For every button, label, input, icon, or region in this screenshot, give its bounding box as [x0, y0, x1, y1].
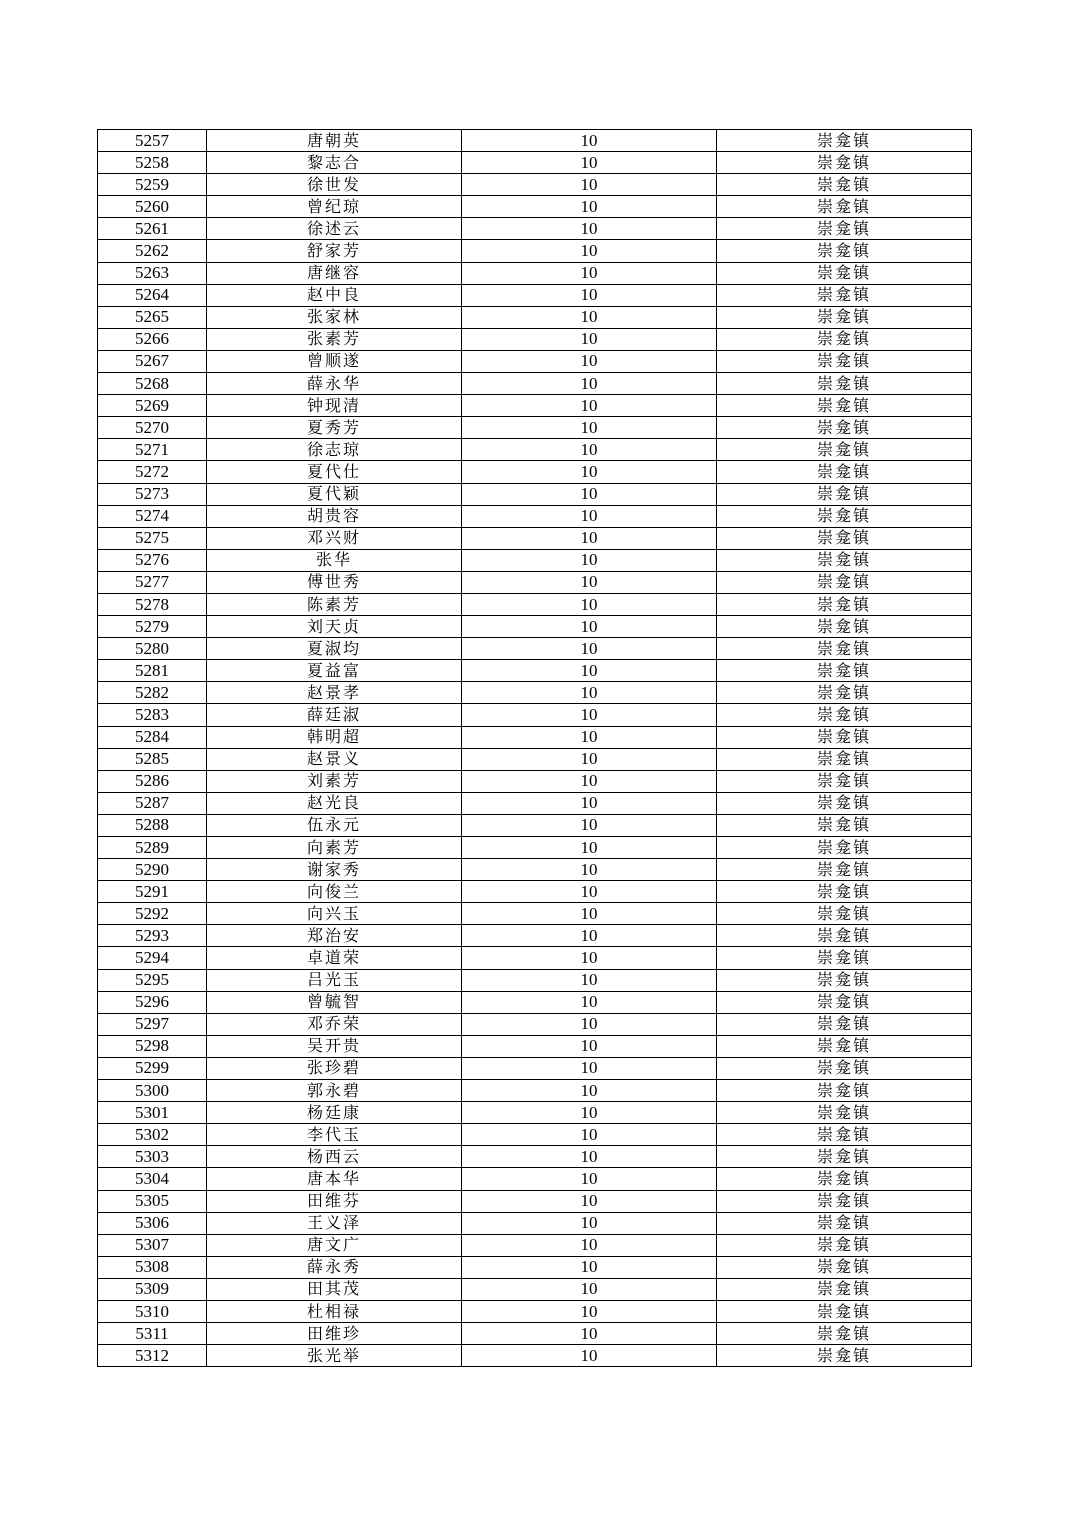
table-row [98, 373, 972, 395]
cell-amount: 10 [462, 130, 717, 152]
table-row [98, 1190, 972, 1212]
cell-number: 5267 [98, 350, 207, 372]
cell-number: 5304 [98, 1168, 207, 1190]
cell-name: 唐朝英 [207, 130, 462, 152]
cell-town: 崇龛镇 [717, 571, 972, 593]
cell-name: 曾纪琼 [207, 196, 462, 218]
table-row [98, 196, 972, 218]
cell-town: 崇龛镇 [717, 859, 972, 881]
cell-town: 崇龛镇 [717, 196, 972, 218]
cell-number: 5307 [98, 1234, 207, 1256]
cell-name: 谢家秀 [207, 859, 462, 881]
cell-town: 崇龛镇 [717, 1013, 972, 1035]
cell-name: 曾顺遂 [207, 350, 462, 372]
cell-name: 韩明超 [207, 726, 462, 748]
cell-number: 5293 [98, 925, 207, 947]
cell-number: 5296 [98, 991, 207, 1013]
cell-number: 5298 [98, 1035, 207, 1057]
cell-amount: 10 [462, 328, 717, 350]
table-row [98, 638, 972, 660]
cell-name: 徐世发 [207, 174, 462, 196]
cell-amount: 10 [462, 417, 717, 439]
cell-amount: 10 [462, 1146, 717, 1168]
cell-town: 崇龛镇 [717, 395, 972, 417]
cell-town: 崇龛镇 [717, 373, 972, 395]
cell-town: 崇龛镇 [717, 284, 972, 306]
cell-amount: 10 [462, 240, 717, 262]
table-row [98, 130, 972, 152]
cell-name: 郑治安 [207, 925, 462, 947]
cell-amount: 10 [462, 859, 717, 881]
cell-name: 邓兴财 [207, 527, 462, 549]
cell-amount: 10 [462, 682, 717, 704]
subsidy-table [97, 129, 972, 1367]
cell-number: 5268 [98, 373, 207, 395]
cell-amount: 10 [462, 1124, 717, 1146]
cell-amount: 10 [462, 748, 717, 770]
cell-town: 崇龛镇 [717, 306, 972, 328]
cell-name: 钟现清 [207, 395, 462, 417]
cell-number: 5300 [98, 1080, 207, 1102]
cell-amount: 10 [462, 704, 717, 726]
cell-amount: 10 [462, 770, 717, 792]
cell-town: 崇龛镇 [717, 1124, 972, 1146]
cell-name: 胡贵容 [207, 505, 462, 527]
cell-number: 5292 [98, 903, 207, 925]
cell-number: 5280 [98, 638, 207, 660]
cell-amount: 10 [462, 903, 717, 925]
table-row [98, 1057, 972, 1079]
cell-name: 夏益富 [207, 660, 462, 682]
cell-number: 5262 [98, 240, 207, 262]
cell-number: 5279 [98, 616, 207, 638]
table-row [98, 1124, 972, 1146]
table-row [98, 527, 972, 549]
table-row [98, 284, 972, 306]
cell-amount: 10 [462, 461, 717, 483]
cell-amount: 10 [462, 1256, 717, 1278]
cell-number: 5274 [98, 505, 207, 527]
cell-name: 唐本华 [207, 1168, 462, 1190]
cell-name: 田其茂 [207, 1278, 462, 1300]
cell-town: 崇龛镇 [717, 505, 972, 527]
table-row [98, 704, 972, 726]
cell-name: 赵光良 [207, 792, 462, 814]
cell-town: 崇龛镇 [717, 925, 972, 947]
cell-amount: 10 [462, 593, 717, 615]
cell-number: 5282 [98, 682, 207, 704]
cell-amount: 10 [462, 196, 717, 218]
cell-name: 杜相禄 [207, 1300, 462, 1322]
cell-town: 崇龛镇 [717, 770, 972, 792]
cell-town: 崇龛镇 [717, 1323, 972, 1345]
cell-name: 张家林 [207, 306, 462, 328]
cell-town: 崇龛镇 [717, 174, 972, 196]
cell-number: 5271 [98, 439, 207, 461]
table-row [98, 1234, 972, 1256]
cell-name: 杨西云 [207, 1146, 462, 1168]
cell-number: 5302 [98, 1124, 207, 1146]
cell-amount: 10 [462, 1300, 717, 1322]
table-row [98, 571, 972, 593]
table-row [98, 1212, 972, 1234]
cell-number: 5309 [98, 1278, 207, 1300]
table-row [98, 1168, 972, 1190]
cell-amount: 10 [462, 616, 717, 638]
cell-town: 崇龛镇 [717, 350, 972, 372]
cell-name: 夏淑均 [207, 638, 462, 660]
cell-name: 唐继容 [207, 262, 462, 284]
table-row [98, 306, 972, 328]
table-row [98, 837, 972, 859]
cell-number: 5290 [98, 859, 207, 881]
cell-name: 张素芳 [207, 328, 462, 350]
cell-amount: 10 [462, 1035, 717, 1057]
cell-amount: 10 [462, 947, 717, 969]
cell-number: 5259 [98, 174, 207, 196]
cell-amount: 10 [462, 571, 717, 593]
cell-name: 刘素芳 [207, 770, 462, 792]
table-row [98, 947, 972, 969]
cell-town: 崇龛镇 [717, 837, 972, 859]
table-row [98, 969, 972, 991]
cell-number: 5257 [98, 130, 207, 152]
table-row [98, 417, 972, 439]
cell-number: 5308 [98, 1256, 207, 1278]
cell-number: 5272 [98, 461, 207, 483]
cell-number: 5312 [98, 1345, 207, 1367]
cell-amount: 10 [462, 925, 717, 947]
cell-name: 王义泽 [207, 1212, 462, 1234]
cell-number: 5303 [98, 1146, 207, 1168]
cell-town: 崇龛镇 [717, 682, 972, 704]
cell-amount: 10 [462, 1278, 717, 1300]
cell-amount: 10 [462, 969, 717, 991]
cell-name: 薛永秀 [207, 1256, 462, 1278]
cell-number: 5295 [98, 969, 207, 991]
cell-number: 5263 [98, 262, 207, 284]
table-row [98, 593, 972, 615]
table-row [98, 174, 972, 196]
table-row [98, 1345, 972, 1367]
cell-name: 向俊兰 [207, 881, 462, 903]
cell-amount: 10 [462, 373, 717, 395]
cell-amount: 10 [462, 1168, 717, 1190]
cell-name: 陈素芳 [207, 593, 462, 615]
cell-amount: 10 [462, 262, 717, 284]
cell-town: 崇龛镇 [717, 1168, 972, 1190]
cell-amount: 10 [462, 1212, 717, 1234]
cell-town: 崇龛镇 [717, 726, 972, 748]
cell-number: 5283 [98, 704, 207, 726]
cell-amount: 10 [462, 218, 717, 240]
cell-town: 崇龛镇 [717, 903, 972, 925]
cell-amount: 10 [462, 1190, 717, 1212]
table-row [98, 1323, 972, 1345]
table-row [98, 218, 972, 240]
cell-number: 5291 [98, 881, 207, 903]
cell-number: 5261 [98, 218, 207, 240]
cell-town: 崇龛镇 [717, 814, 972, 836]
cell-town: 崇龛镇 [717, 1234, 972, 1256]
table-row [98, 483, 972, 505]
cell-number: 5288 [98, 814, 207, 836]
cell-name: 舒家芳 [207, 240, 462, 262]
cell-name: 郭永碧 [207, 1080, 462, 1102]
cell-name: 徐志琼 [207, 439, 462, 461]
cell-amount: 10 [462, 837, 717, 859]
cell-town: 崇龛镇 [717, 792, 972, 814]
table-row [98, 461, 972, 483]
cell-name: 田维芬 [207, 1190, 462, 1212]
cell-town: 崇龛镇 [717, 1035, 972, 1057]
cell-town: 崇龛镇 [717, 1256, 972, 1278]
cell-amount: 10 [462, 660, 717, 682]
cell-name: 夏秀芳 [207, 417, 462, 439]
cell-town: 崇龛镇 [717, 881, 972, 903]
table-row [98, 328, 972, 350]
cell-town: 崇龛镇 [717, 483, 972, 505]
cell-town: 崇龛镇 [717, 262, 972, 284]
table-row [98, 1300, 972, 1322]
table-row [98, 439, 972, 461]
table-row [98, 1146, 972, 1168]
table-row [98, 350, 972, 372]
cell-number: 5294 [98, 947, 207, 969]
cell-town: 崇龛镇 [717, 439, 972, 461]
cell-number: 5297 [98, 1013, 207, 1035]
cell-town: 崇龛镇 [717, 704, 972, 726]
table-row [98, 505, 972, 527]
cell-name: 傅世秀 [207, 571, 462, 593]
table-row [98, 1035, 972, 1057]
cell-amount: 10 [462, 284, 717, 306]
cell-amount: 10 [462, 306, 717, 328]
cell-town: 崇龛镇 [717, 328, 972, 350]
table-row [98, 792, 972, 814]
table-row [98, 748, 972, 770]
cell-amount: 10 [462, 549, 717, 571]
cell-town: 崇龛镇 [717, 660, 972, 682]
cell-number: 5289 [98, 837, 207, 859]
cell-amount: 10 [462, 483, 717, 505]
table-row [98, 1256, 972, 1278]
cell-name: 田维珍 [207, 1323, 462, 1345]
cell-town: 崇龛镇 [717, 1212, 972, 1234]
cell-number: 5275 [98, 527, 207, 549]
cell-name: 唐文广 [207, 1234, 462, 1256]
cell-number: 5258 [98, 152, 207, 174]
cell-town: 崇龛镇 [717, 527, 972, 549]
cell-amount: 10 [462, 1080, 717, 1102]
cell-town: 崇龛镇 [717, 1190, 972, 1212]
cell-name: 张华 [207, 549, 462, 571]
table-body [98, 130, 972, 1367]
cell-name: 向素芳 [207, 837, 462, 859]
cell-number: 5269 [98, 395, 207, 417]
table-row [98, 1278, 972, 1300]
cell-number: 5273 [98, 483, 207, 505]
cell-name: 赵中良 [207, 284, 462, 306]
cell-name: 赵景孝 [207, 682, 462, 704]
cell-name: 张珍碧 [207, 1057, 462, 1079]
table-row [98, 616, 972, 638]
cell-number: 5305 [98, 1190, 207, 1212]
table-row [98, 660, 972, 682]
cell-town: 崇龛镇 [717, 748, 972, 770]
cell-amount: 10 [462, 505, 717, 527]
cell-number: 5310 [98, 1300, 207, 1322]
table-row [98, 1013, 972, 1035]
cell-name: 伍永元 [207, 814, 462, 836]
table-row [98, 925, 972, 947]
table-row [98, 726, 972, 748]
cell-town: 崇龛镇 [717, 1345, 972, 1367]
cell-name: 夏代仕 [207, 461, 462, 483]
cell-name: 夏代颖 [207, 483, 462, 505]
cell-town: 崇龛镇 [717, 549, 972, 571]
cell-town: 崇龛镇 [717, 1300, 972, 1322]
cell-name: 刘天贞 [207, 616, 462, 638]
table-row [98, 1080, 972, 1102]
cell-name: 向兴玉 [207, 903, 462, 925]
cell-amount: 10 [462, 1234, 717, 1256]
cell-amount: 10 [462, 395, 717, 417]
cell-amount: 10 [462, 527, 717, 549]
cell-amount: 10 [462, 814, 717, 836]
table-row [98, 152, 972, 174]
table-row [98, 991, 972, 1013]
cell-town: 崇龛镇 [717, 1278, 972, 1300]
cell-number: 5301 [98, 1102, 207, 1124]
cell-town: 崇龛镇 [717, 593, 972, 615]
cell-town: 崇龛镇 [717, 1080, 972, 1102]
cell-number: 5284 [98, 726, 207, 748]
cell-number: 5285 [98, 748, 207, 770]
cell-number: 5281 [98, 660, 207, 682]
cell-town: 崇龛镇 [717, 218, 972, 240]
table-row [98, 903, 972, 925]
cell-amount: 10 [462, 350, 717, 372]
cell-number: 5278 [98, 593, 207, 615]
cell-amount: 10 [462, 439, 717, 461]
cell-number: 5276 [98, 549, 207, 571]
cell-town: 崇龛镇 [717, 991, 972, 1013]
cell-town: 崇龛镇 [717, 461, 972, 483]
cell-town: 崇龛镇 [717, 638, 972, 660]
cell-town: 崇龛镇 [717, 417, 972, 439]
table-row [98, 682, 972, 704]
table-row [98, 549, 972, 571]
cell-name: 邓乔荣 [207, 1013, 462, 1035]
cell-number: 5277 [98, 571, 207, 593]
cell-name: 吕光玉 [207, 969, 462, 991]
cell-number: 5311 [98, 1323, 207, 1345]
cell-town: 崇龛镇 [717, 152, 972, 174]
cell-number: 5266 [98, 328, 207, 350]
cell-number: 5264 [98, 284, 207, 306]
cell-town: 崇龛镇 [717, 947, 972, 969]
cell-name: 赵景义 [207, 748, 462, 770]
table-row [98, 1102, 972, 1124]
cell-name: 卓道荣 [207, 947, 462, 969]
cell-amount: 10 [462, 991, 717, 1013]
cell-amount: 10 [462, 1057, 717, 1079]
cell-name: 张光举 [207, 1345, 462, 1367]
cell-amount: 10 [462, 726, 717, 748]
cell-town: 崇龛镇 [717, 1057, 972, 1079]
cell-amount: 10 [462, 881, 717, 903]
cell-town: 崇龛镇 [717, 1102, 972, 1124]
table-row [98, 881, 972, 903]
cell-name: 薛永华 [207, 373, 462, 395]
cell-amount: 10 [462, 1013, 717, 1035]
table-row [98, 859, 972, 881]
cell-amount: 10 [462, 792, 717, 814]
cell-amount: 10 [462, 152, 717, 174]
cell-name: 徐述云 [207, 218, 462, 240]
table-row [98, 262, 972, 284]
cell-number: 5260 [98, 196, 207, 218]
cell-number: 5286 [98, 770, 207, 792]
table-row [98, 395, 972, 417]
cell-number: 5287 [98, 792, 207, 814]
cell-name: 杨廷康 [207, 1102, 462, 1124]
cell-number: 5306 [98, 1212, 207, 1234]
table-row [98, 770, 972, 792]
table-row [98, 814, 972, 836]
cell-number: 5270 [98, 417, 207, 439]
cell-amount: 10 [462, 174, 717, 196]
cell-amount: 10 [462, 1102, 717, 1124]
cell-name: 薛廷淑 [207, 704, 462, 726]
cell-town: 崇龛镇 [717, 130, 972, 152]
cell-town: 崇龛镇 [717, 969, 972, 991]
cell-number: 5299 [98, 1057, 207, 1079]
cell-town: 崇龛镇 [717, 1146, 972, 1168]
cell-amount: 10 [462, 638, 717, 660]
cell-name: 吴开贵 [207, 1035, 462, 1057]
cell-number: 5265 [98, 306, 207, 328]
cell-name: 李代玉 [207, 1124, 462, 1146]
cell-town: 崇龛镇 [717, 240, 972, 262]
cell-amount: 10 [462, 1345, 717, 1367]
cell-name: 曾毓智 [207, 991, 462, 1013]
table-row [98, 240, 972, 262]
cell-amount: 10 [462, 1323, 717, 1345]
cell-town: 崇龛镇 [717, 616, 972, 638]
cell-name: 黎志合 [207, 152, 462, 174]
